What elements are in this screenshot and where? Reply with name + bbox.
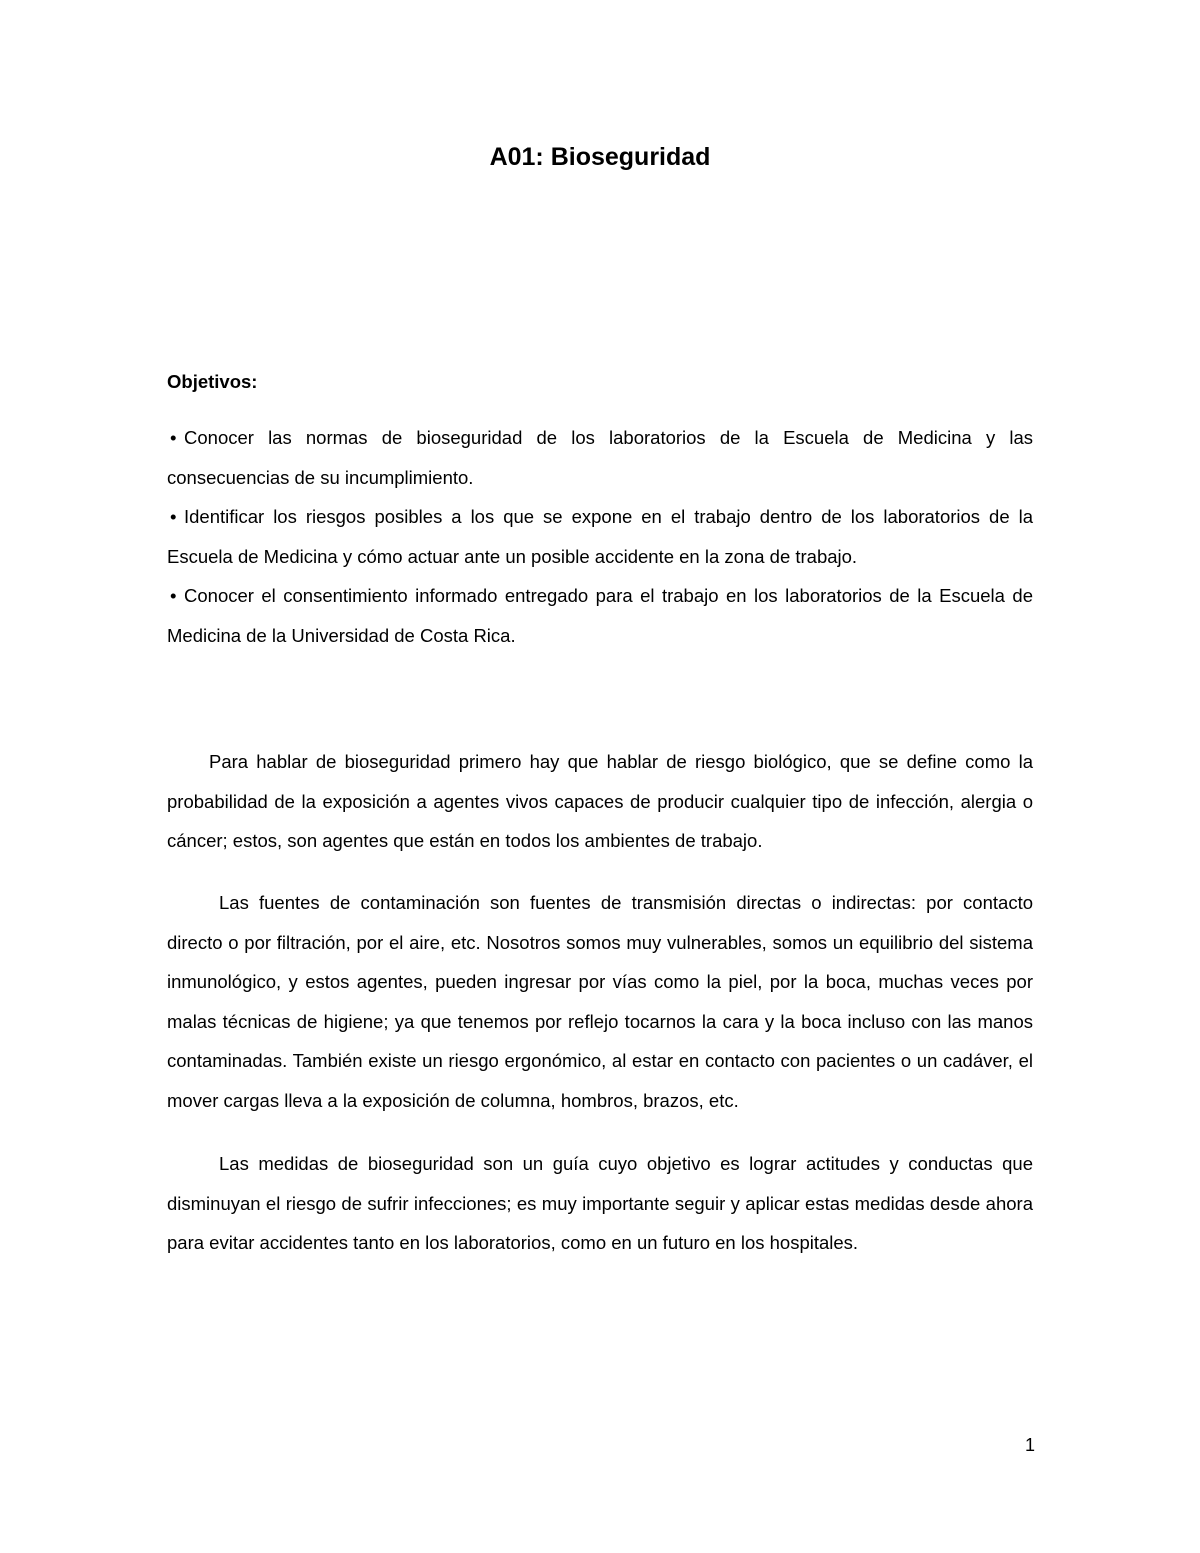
bullet-icon: • [170, 506, 177, 527]
objective-item [167, 418, 1033, 497]
objective-text: Conocer el consentimiento informado entregado para el trabajo en los laboratorios de la Escuela de Medicina de la Universidad de Costa Rica. [167, 585, 1033, 646]
document-title: A01: Bioseguridad [489, 143, 711, 171]
paragraph-contamination-sources: Las fuentes de contaminación son fuentes de transmisión directas o indirectas: por contacto directo o por filtración, por el aire, etc. Nosotros somos muy vulnerables, somos un equilibrio del sistema inmunológico, y estos agentes, pueden ingresar por vías como la piel, por la boca, muchas veces por malas técnicas de higiene; ya que tenemos por reflejo tocarnos la cara y la boca incluso con las manos contaminadas. También existe un riesgo ergonómico, al estar en contacto con pacientes o un cadáver, el mover cargas lleva a la exposición de columna, hombros, brazos, etc. [167, 892, 1033, 1111]
objective-text: Identificar los riesgos posibles a los que se expone en el trabajo dentro de los laboratorios de la Escuela de Medicina y cómo actuar ante un posible accidente en la zona de trabajo. [167, 506, 1033, 567]
objectives-list [167, 418, 1033, 655]
objective-item [167, 576, 1033, 655]
page-number: 1 [1024, 1435, 1035, 1455]
bullet-icon: • [170, 585, 177, 606]
paragraph-biological-risk: Para hablar de bioseguridad primero hay que hablar de riesgo biológico, que se define como la probabilidad de la exposición a agentes vivos capaces de producir cualquier tipo de infección, alergia o cáncer; estos, son agentes que están en todos los ambientes de trabajo. [167, 751, 1033, 851]
bullet-icon: • [170, 427, 177, 448]
objectives-heading: Objetivos: [167, 371, 258, 392]
paragraph-biosafety-measures: Las medidas de bioseguridad son un guía cuyo objetivo es lograr actitudes y conductas que disminuyan el riesgo de sufrir infecciones; es muy importante seguir y aplicar estas medidas desde ahora para evitar accidentes tanto en los laboratorios, como en un futuro en los hospitales. [167, 1153, 1033, 1253]
objective-text: Conocer las normas de bioseguridad de los laboratorios de la Escuela de Medicina y las consecuencias de su incumplimiento. [167, 427, 1033, 488]
objective-item [167, 497, 1033, 576]
